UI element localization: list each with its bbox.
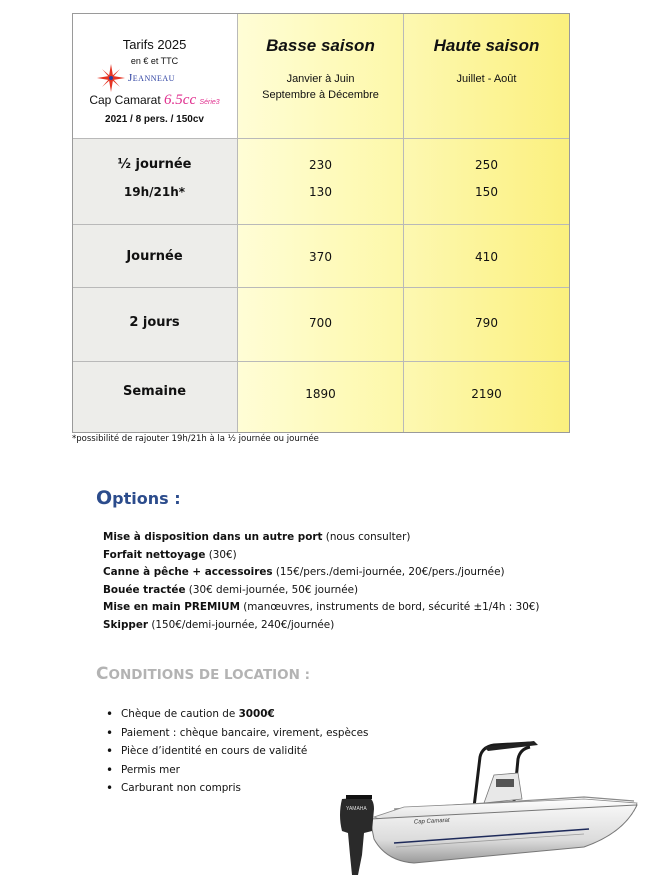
boat-engine-text: YAMAHA (346, 806, 367, 812)
half-day-low-cell (238, 139, 404, 225)
option-detail: (manœuvres, instruments de bord, sécurité ±1/4h : 30€) (239, 601, 540, 613)
model-specs: 2021 / 8 pers. / 150cv (105, 114, 204, 125)
two-days-low-cell (238, 288, 404, 362)
price-value: 230 (309, 158, 332, 172)
price-value: 790 (475, 316, 498, 330)
table-row-half-day (72, 139, 238, 225)
low-season-dates-2: Septembre à Décembre (262, 89, 379, 101)
boat-image (334, 735, 640, 883)
row-sub-label: 19h/21h* (123, 185, 186, 199)
option-item (103, 529, 539, 547)
low-season-dates-1: Janvier à Juin (286, 73, 355, 85)
condition-text: Permis mer (121, 763, 180, 776)
condition-item (106, 724, 368, 743)
condition-item (106, 742, 368, 761)
option-name: Mise à disposition dans un autre port (103, 531, 323, 543)
row-label: Journée (126, 249, 183, 264)
option-detail: (15€/pers./demi-journée, 20€/pers./journée) (272, 566, 505, 578)
condition-text: Paiement : chèque bancaire, virement, espèces (121, 726, 369, 739)
price-value: 150 (475, 185, 498, 199)
option-item (103, 564, 539, 582)
half-day-high-cell (404, 139, 570, 225)
model-line (72, 92, 237, 109)
condition-text: Carburant non compris (121, 782, 241, 794)
option-detail: (30€ demi-journée, 50€ journée) (185, 583, 359, 596)
price-value: 1890 (305, 387, 336, 401)
price-value: 410 (475, 250, 498, 264)
option-detail: (30€) (205, 548, 237, 561)
option-detail: (nous consulter) (322, 531, 411, 543)
tariff-title: Tarifs 2025 (122, 37, 187, 52)
options-title (96, 487, 181, 509)
price-value: 130 (309, 185, 332, 199)
condition-item (106, 779, 368, 798)
option-name: Mise en main PREMIUM (103, 601, 240, 613)
two-days-high-cell (404, 288, 570, 362)
model-number: 6.5cc (164, 92, 197, 108)
row-label: Semaine (122, 384, 187, 399)
table-row-two-days (72, 288, 238, 362)
options-title-initial: O (96, 487, 113, 509)
condition-text: Pièce d’identité en cours de validité (121, 745, 308, 757)
high-season-dates-1: Juillet - Août (456, 73, 517, 85)
low-season-header (238, 13, 404, 139)
low-season-title: Basse saison (266, 36, 375, 55)
pricing-table (72, 13, 570, 433)
high-season-header (404, 13, 570, 139)
option-item (103, 599, 539, 617)
condition-text: Chèque de caution de (121, 708, 239, 720)
day-high-cell (404, 225, 570, 288)
day-low-cell (238, 225, 404, 288)
table-header-brand-cell (72, 13, 238, 139)
row-label: ½ journée (117, 157, 192, 172)
table-row-day (72, 225, 238, 288)
options-title-rest: ptions : (112, 489, 181, 508)
option-name: Bouée tractée (103, 583, 186, 596)
conditions-title-rest: ONDITIONS DE LOCATION : (108, 667, 311, 683)
condition-bold: 3000€ (238, 708, 275, 720)
option-name: Forfait nettoyage (103, 548, 206, 561)
jeanneau-logo (96, 63, 214, 93)
brand-logo-text: Jeanneau (128, 72, 175, 84)
option-name: Canne à pêche + accessoires (103, 566, 273, 578)
model-name: Cap Camarat (89, 93, 161, 107)
conditions-title-initial: C (96, 664, 109, 684)
week-high-cell (404, 362, 570, 433)
table-row-week (72, 362, 238, 433)
table-footnote: *possibilité de rajouter 19h/21h à la ½ journée ou journée (72, 434, 319, 444)
conditions-title (96, 664, 310, 684)
option-item (103, 582, 539, 600)
boat-hull-text: Cap Camarat (413, 817, 450, 826)
price-value: 370 (309, 250, 332, 264)
option-item (103, 617, 539, 635)
condition-item (106, 761, 368, 780)
price-value: 700 (309, 316, 332, 330)
row-label: 2 jours (129, 315, 180, 330)
options-list (103, 529, 539, 634)
compass-rose-logo-icon (96, 63, 126, 93)
week-low-cell (238, 362, 404, 433)
option-detail: (150€/demi-journée, 240€/journée) (148, 618, 335, 631)
high-season-title: Haute saison (433, 36, 540, 55)
model-series: Série3 (199, 99, 220, 106)
condition-item (106, 705, 368, 724)
price-value: 250 (475, 158, 498, 172)
conditions-list (106, 705, 368, 798)
tariff-subtitle: en € et TTC (130, 56, 179, 66)
price-value: 2190 (471, 387, 502, 401)
option-name: Skipper (103, 618, 149, 631)
option-item (103, 547, 539, 565)
